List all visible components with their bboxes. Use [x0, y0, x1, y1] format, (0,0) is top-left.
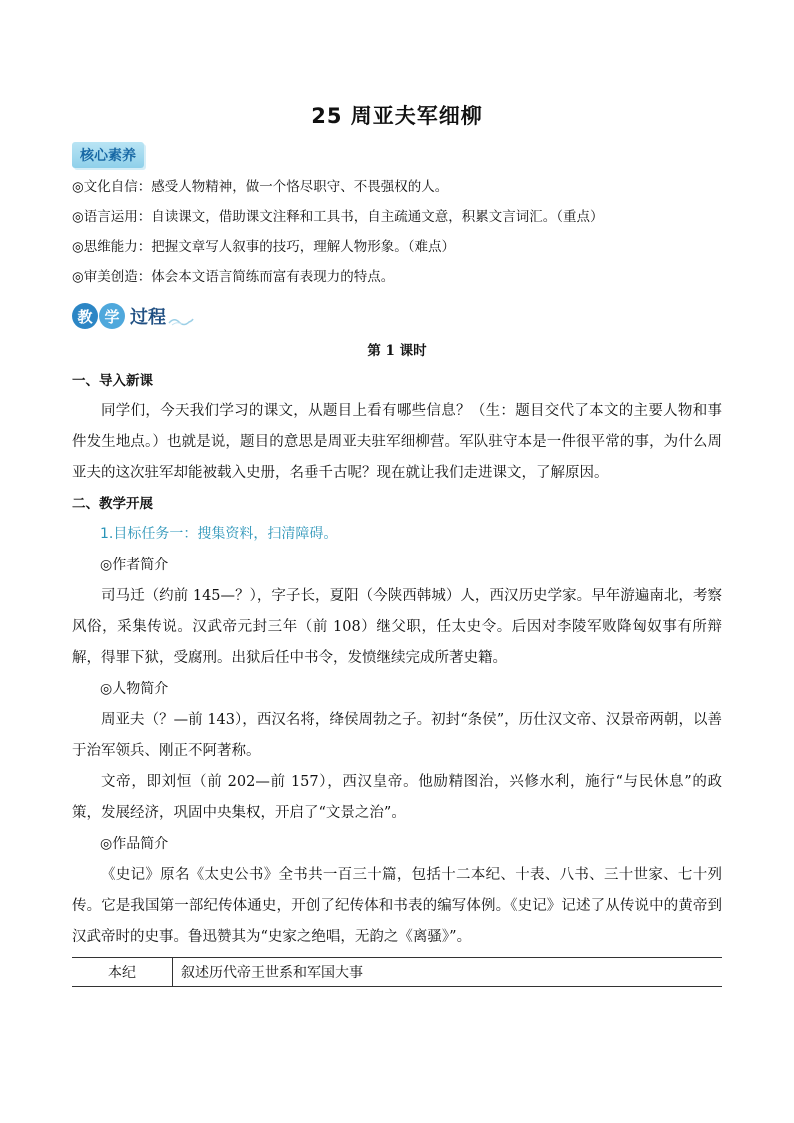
process-circle-2: 学 [99, 303, 125, 329]
core-item-culture: ◎文化自信：感受人物精神，做一个恪尽职守、不畏强权的人。 [72, 179, 449, 195]
core-item-aesthetic: ◎审美创造：体会本文语言简练而富有表现力的特点。 [72, 269, 395, 285]
lesson-number: 第 1 课时 [367, 343, 427, 359]
swirl-decoration-icon [168, 315, 194, 327]
table-cell-value: 叙述历代帝王世系和军国大事 [173, 958, 723, 987]
intro-paragraph: 同学们，今天我们学习的课文，从题目上看有哪些信息？（生：题目交代了本文的主要人物和事件发生地点。）也就是说，题目的意思是周亚夫驻军细柳营。军队驻守本是一件很平常的事，为什么周亚夫的这次驻军却能被载入史册，名垂千古呢？现在就让我们走进课文，了解原因。 [72, 403, 722, 481]
section-heading-teaching: 二、教学开展 [72, 496, 153, 512]
process-circle-1: 教 [72, 303, 98, 329]
table-cell-key: 本纪 [72, 958, 173, 987]
document-page [72, 100, 722, 987]
process-label: 过程 [130, 307, 166, 328]
work-label: ◎作品简介 [100, 836, 169, 852]
core-item-thinking: ◎思维能力：把握文章写人叙事的技巧，理解人物形象。（难点） [72, 239, 456, 255]
page-title: 25 周亚夫军细柳 [311, 104, 483, 128]
core-badge: 核心素养 [72, 142, 144, 168]
work-paragraph: 《史记》原名《太史公书》全书共一百三十篇，包括十二本纪、十表、八书、三十世家、七十列传。它是我国第一部纪传体通史，开创了纪传体和书表的编写体例。《史记》记述了从传说中的黄帝到汉武帝时的史事。鲁迅赞其为“史家之绝唱，无韵之《离骚》”。 [72, 867, 722, 945]
section-heading-intro: 一、导入新课 [72, 373, 153, 389]
people-paragraph-2: 文帝，即刘恒（前 202—前 157），西汉皇帝。他励精图治，兴修水利，施行“与民休息”的政策，发展经济，巩固中央集权，开启了“文景之治”。 [72, 774, 722, 821]
task-1: 1.目标任务一：搜集资料，扫清障碍。 [100, 526, 338, 542]
author-label: ◎作者简介 [100, 557, 169, 573]
people-label: ◎人物简介 [100, 681, 169, 697]
author-paragraph: 司马迁（约前 145—？），字子长，夏阳（今陕西韩城）人，西汉历史学家。早年游遍南北，考察风俗，采集传说。汉武帝元封三年（前 108）继父职，任太史令。后因对李陵军败降匈奴事有所辩解，得罪下狱，受腐刑。出狱后任中书令，发愤继续完成所著史籍。 [72, 588, 722, 666]
table-row [72, 958, 722, 987]
core-item-language: ◎语言运用：自读课文，借助课文注释和工具书，自主疏通文意，积累文言词汇。（重点） [72, 209, 604, 225]
teaching-process-banner [72, 298, 722, 334]
people-paragraph-1: 周亚夫（？—前 143），西汉名将，绛侯周勃之子。初封“条侯”，历仕汉文帝、汉景帝两朝，以善于治军领兵、刚正不阿著称。 [72, 712, 722, 759]
shiji-structure-table [72, 957, 722, 987]
